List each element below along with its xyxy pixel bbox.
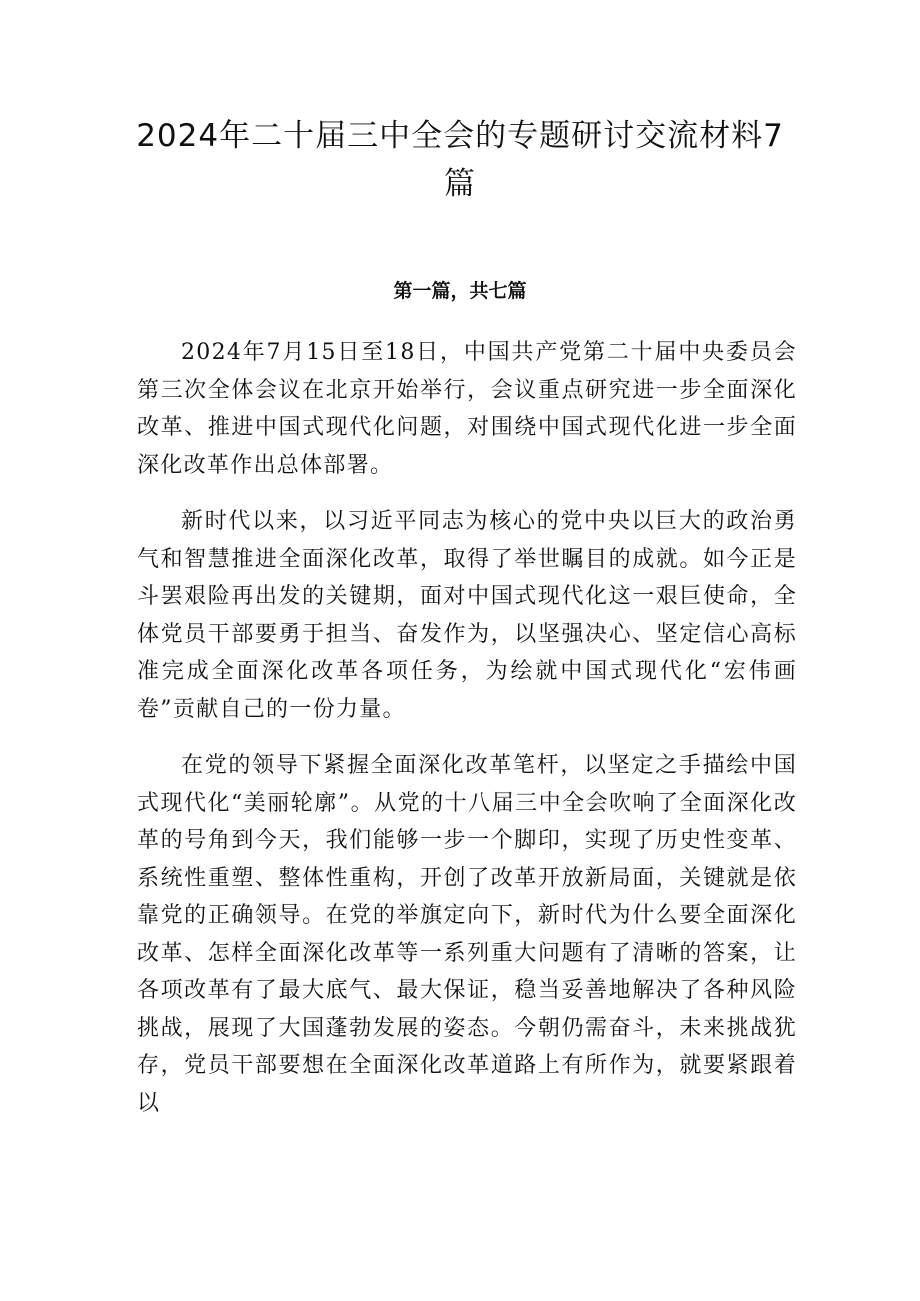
paragraph: 2024年7月15日至18日，中国共产党第二十届中央委员会第三次全体会议在北京开始举行，会议重点研究进一步全面深化改革、推进中国式现代化问题，对围绕中国式现代化进一步全面深化改革作出总体部署。 <box>137 340 797 478</box>
paragraph: 在党的领导下紧握全面深化改革笔杆，以坚定之手描绘中国式现代化“美丽轮廓”。从党的十八届三中全会吹响了全面深化改革的号角到今天，我们能够一步一个脚印，实现了历史性变革、系统性重塑、整体性重构，开创了改革开放新局面，关键就是依靠党的正确领导。在党的举旗定向下，新时代为什么要全面深化改革、怎样全面深化改革等一系列重大问题有了清晰的答案，让各项改革有了最大底气、最大保证，稳当妥善地解决了各种风险挑战，展现了大国蓬勃发展的姿态。今朝仍需奋斗，未来挑战犹存，党员干部要想在全面深化改革道路上有所作为，就要紧跟着以 <box>137 753 797 1116</box>
document-body <box>137 334 797 1141</box>
paragraph: 新时代以来，以习近平同志为核心的党中央以巨大的政治勇气和智慧推进全面深化改革，取得了举世瞩目的成就。如今正是斗罢艰险再出发的关键期，面对中国式现代化这一艰巨使命，全体党员干部要勇于担当、奋发作为，以坚强决心、坚定信心高标准完成全面深化改革各项任务，为绘就中国式现代化“宏伟画卷”贡献自己的一份力量。 <box>137 509 797 722</box>
document-title: 2024年二十届三中全会的专题研讨交流材料7篇 <box>136 118 784 202</box>
section-heading: 第一篇，共七篇 <box>393 280 527 302</box>
